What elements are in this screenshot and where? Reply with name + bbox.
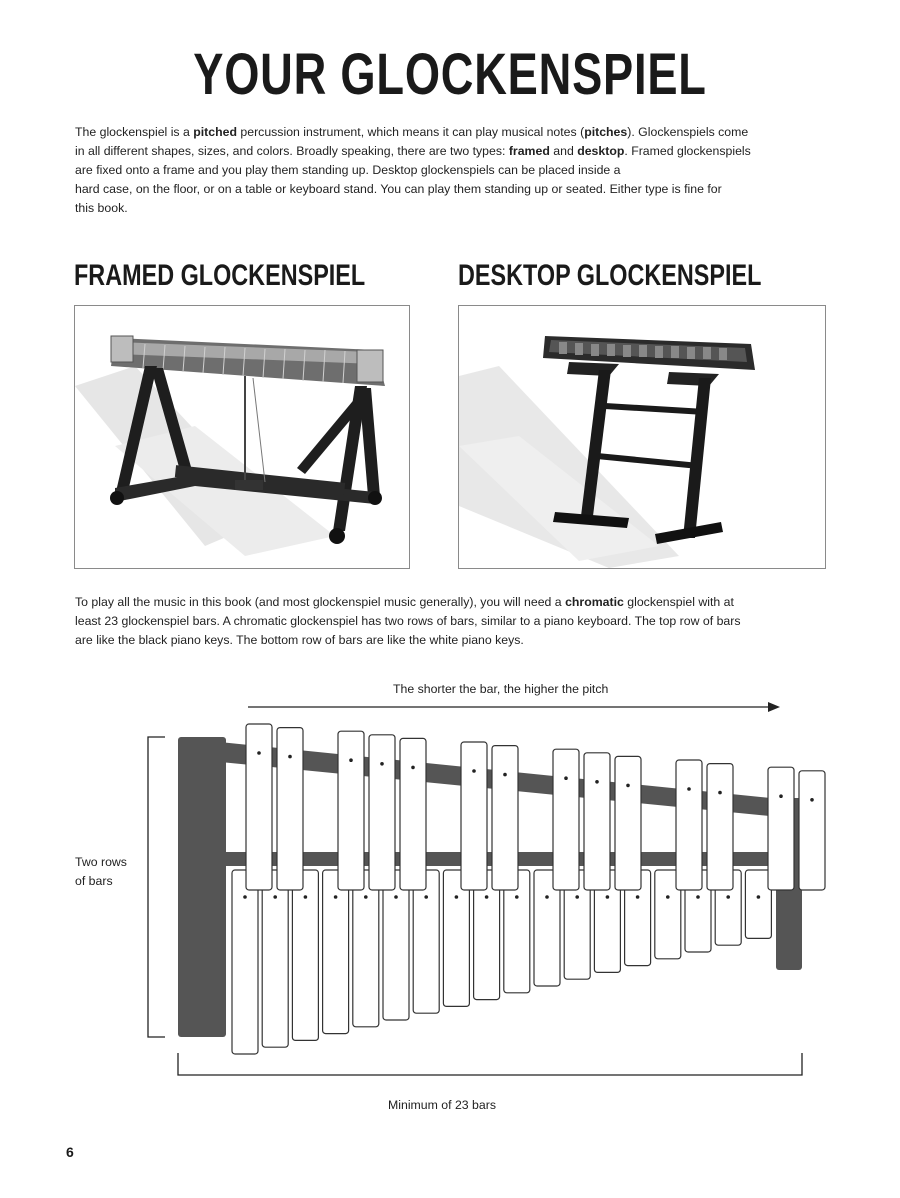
framed-glockenspiel-photo [74,305,410,569]
term-pitched: pitched [193,125,237,139]
top-bar [768,767,794,890]
bottom-bar [353,870,379,1027]
bar-hole [626,784,630,788]
page-number: 6 [66,1144,74,1160]
top-bar [584,753,610,890]
rows-label-line: Two rows [75,855,127,869]
bar-hole [273,895,277,899]
bottom-bar [383,870,409,1020]
minimum-bars-label: Minimum of 23 bars [388,1098,496,1112]
bar-hole [257,751,261,755]
bar-hole [575,895,579,899]
text-run: in all different shapes, sizes, and colors. Broadly speaking, there are two types: [75,144,509,158]
bar-hole [757,895,761,899]
intro-paragraph [75,123,827,218]
term-pitches: pitches [584,125,628,139]
top-bar [461,742,487,890]
bar-hole [564,776,568,780]
bottom-bar [323,870,349,1034]
top-bar [707,764,733,890]
text-run: To play all the music in this book (and most glockenspiel music generally), you will need a [75,595,566,609]
bar-hole [503,773,507,777]
intro-line: this book. [75,201,128,215]
text-run: glockenspiel with at [623,595,734,609]
chromatic-paragraph [75,593,827,650]
chromatic-line: are like the black piano keys. The bottom row of bars are like the white piano keys. [75,633,524,647]
bar-hole [595,780,599,784]
bar-hole [718,791,722,795]
bottom-bar [413,870,439,1013]
text-run: and [549,144,578,158]
framed-heading: FRAMED GLOCKENSPIEL [74,259,366,292]
bar-hole [696,895,700,899]
page-title: YOUR GLOCKENSPIEL [193,42,707,107]
desktop-glockenspiel-photo [458,305,826,569]
bar-hole [636,895,640,899]
bar-hole [687,787,691,791]
text-run: . Framed glockenspiels [624,144,751,158]
bar-hole [810,798,814,802]
bar-hole [364,895,368,899]
bar-hole [349,758,353,762]
top-bar [492,746,518,890]
length-bracket [178,1053,802,1075]
bottom-row-bars [232,870,771,1054]
bar-hole [472,769,476,773]
intro-line [75,142,827,161]
top-bar [400,738,426,890]
bar-hole [606,895,610,899]
top-bar [799,771,825,890]
bar-hole [666,895,670,899]
intro-line: hard case, on the floor, or on a table or keyboard stand. You can play them standing up or seated. Either type is fine for [75,182,722,196]
text-run: percussion instrument, which means it can play musical notes ( [236,125,585,139]
bar-hole [304,895,308,899]
bar-hole [485,895,489,899]
pitch-arrow-head [768,702,780,712]
chromatic-line [75,593,827,612]
glockenspiel-diagram [0,670,900,1130]
bar-hole [411,766,415,770]
pitch-arrow-label: The shorter the bar, the higher the pitch [393,682,609,696]
term-chromatic: chromatic [565,595,624,609]
top-bar [553,749,579,890]
term-desktop: desktop [577,144,625,158]
bar-hole [726,895,730,899]
bar-hole [288,755,292,759]
bar-hole [243,895,247,899]
top-bar [338,731,364,890]
desktop-heading: DESKTOP GLOCKENSPIEL [458,259,762,292]
bar-hole [380,762,384,766]
bar-hole [394,895,398,899]
top-bar [369,735,395,890]
term-framed: framed [508,144,550,158]
left-frame-block [178,737,226,1037]
bar-hole [334,895,338,899]
top-bar [615,756,641,890]
top-bar [676,760,702,890]
top-bar [246,724,272,890]
text-run: ). Glockenspiels come [627,125,749,139]
chromatic-line: least 23 glockenspiel bars. A chromatic glockenspiel has two rows of bars, similar to a piano keyboard. The top row of bars [75,614,741,628]
top-bar [277,728,303,890]
bar-hole [545,895,549,899]
bar-hole [455,895,459,899]
intro-line [75,123,827,142]
rows-bracket [148,737,165,1037]
bar-hole [779,794,783,798]
text-run: The glockenspiel is a [75,125,194,139]
bar-hole [515,895,519,899]
rows-label-line: of bars [75,874,113,888]
intro-line: are fixed onto a frame and you play them standing up. Desktop glockenspiels can be placed inside a [75,163,621,177]
bar-hole [424,895,428,899]
